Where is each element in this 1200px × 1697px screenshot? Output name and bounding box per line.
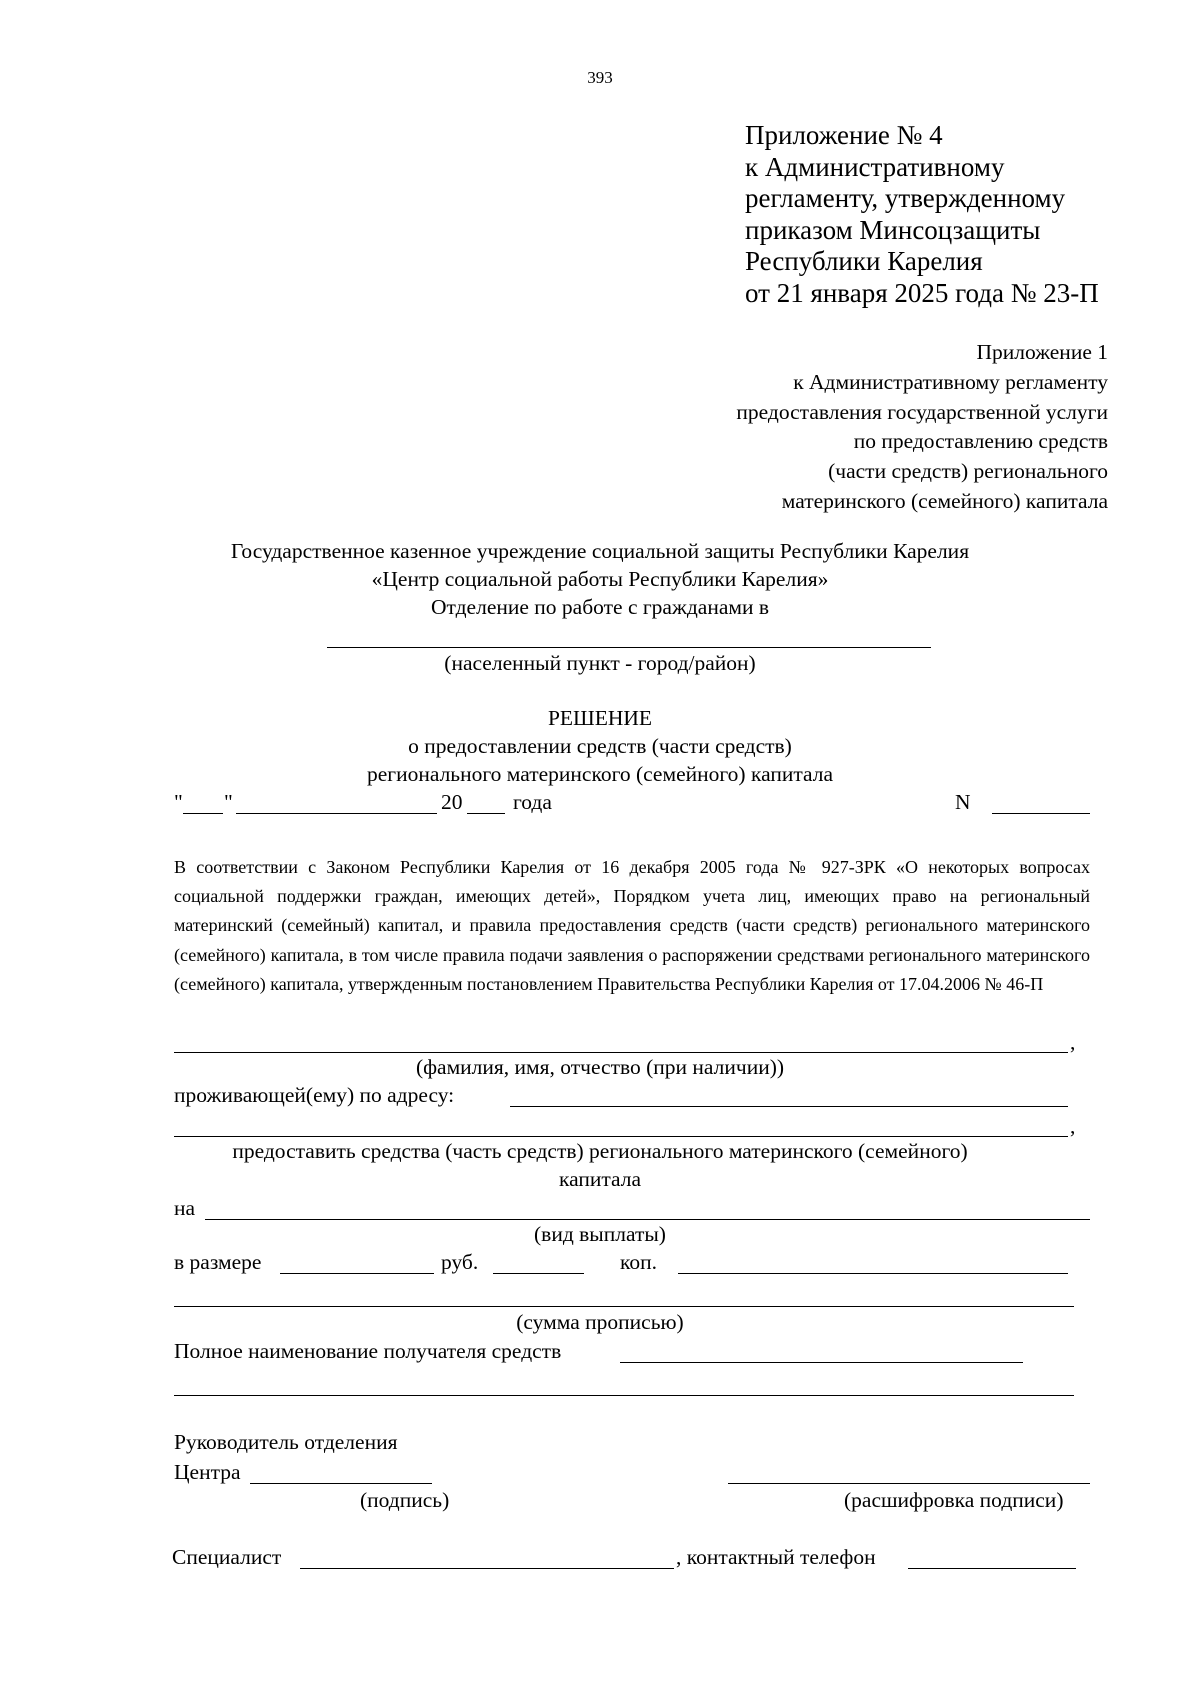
fio-comma: , [1070, 1030, 1076, 1054]
date-day-line [183, 813, 223, 814]
department-label: Отделение по работе с гражданами в [430, 595, 770, 619]
appendix-1-block [736, 338, 1108, 517]
appendix-1-line: материнского (семейного) капитала [781, 488, 1108, 513]
body-paragraph [174, 853, 1090, 999]
specialist-fill-line [300, 1568, 674, 1569]
amount-rub-line [280, 1273, 434, 1274]
center-label: Центра [174, 1460, 241, 1484]
recipient-fill-line-2 [174, 1395, 1074, 1396]
specialist-label: Специалист [172, 1545, 282, 1569]
amount-label: в размере [174, 1250, 262, 1274]
sum-words-caption: (сумма прописью) [516, 1310, 684, 1334]
body-paragraph-text: В соответствии с Законом Республики Карелия от 16 декабря 2005 года № 927-ЗРК «О некоторых вопросах социальной поддержки граждан, имеющих детей», Порядком учета лиц, имеющих право на региональный материнский (семейный) капитал, и правила предоставления средств (части средств) регионального материнского (семейного) капитала, в том числе правила подачи заявления о распоряжении средствами регионального материнского (семейного) капитала, утвержденным постановлением Правительства Республики Карелия от 17.04.2006 № 46-П [174, 857, 1090, 994]
appendix-1-line: Приложение 1 [976, 340, 1108, 364]
page-number: 393 [587, 68, 613, 87]
appendix-4-line: к Административному [745, 151, 1005, 182]
appendix-4-line: регламенту, утвержденному [745, 183, 1066, 213]
provide-line-1: предоставить средства (часть средств) регионального материнского (семейного) [232, 1139, 968, 1163]
payment-type-caption: (вид выплаты) [534, 1222, 666, 1246]
date-year-prefix: 20 [441, 790, 463, 814]
fio-caption: (фамилия, имя, отчество (при наличии)) [415, 1055, 785, 1079]
date-quote-close: " [224, 790, 233, 814]
locality-fill-line [327, 647, 931, 648]
kop-label: коп. [620, 1250, 657, 1274]
rub-label: руб. [441, 1250, 479, 1274]
address-label: проживающей(ему) по адресу: [174, 1083, 455, 1107]
decode-caption: (расшифровка подписи) [844, 1488, 1064, 1512]
recipient-fill-line [620, 1362, 1023, 1363]
appendix-4-line: от 21 января 2025 года № 23-П [745, 277, 1099, 308]
on-label: на [174, 1196, 196, 1220]
org-name-line1: Государственное казенное учреждение социальной защиты Республики Карелия [230, 539, 970, 563]
locality-caption: (населенный пункт - город/район) [444, 651, 756, 675]
appendix-4-line: приказом Минсоцзащиты [745, 214, 1041, 245]
signature-decode-line [728, 1483, 1090, 1484]
amount-kop-line [493, 1273, 584, 1274]
signature-line [250, 1483, 432, 1484]
appendix-4-line: Приложение № 4 [745, 120, 943, 150]
date-quote-open: " [174, 790, 183, 814]
number-label: N [955, 790, 971, 814]
date-month-line [236, 813, 437, 814]
address-comma: , [1070, 1114, 1076, 1138]
head-label: Руководитель отделения [174, 1430, 398, 1454]
decision-subtitle-1: о предоставлении средств (части средств) [408, 734, 792, 758]
number-line [992, 813, 1090, 814]
appendix-1-line: предоставления государственной услуги [736, 399, 1108, 424]
decision-title: РЕШЕНИЕ [547, 706, 653, 730]
address-fill-line [510, 1106, 1068, 1107]
fio-fill-line [174, 1052, 1068, 1053]
amount-extra-line [678, 1273, 1068, 1274]
appendix-4-block [745, 120, 1099, 309]
appendix-1-line: к Административному регламенту [793, 369, 1108, 394]
appendix-4-line: Республики Карелия [745, 246, 983, 276]
payment-type-fill-line [205, 1219, 1090, 1220]
sign-caption: (подпись) [360, 1488, 450, 1512]
recipient-label: Полное наименование получателя средств [174, 1339, 562, 1363]
decision-subtitle-2: регионального материнского (семейного) капитала [366, 762, 834, 786]
date-year-suffix: года [513, 790, 552, 814]
appendix-1-line: (части средств) регионального [828, 459, 1108, 484]
date-year-line [467, 813, 505, 814]
address-fill-line-2 [174, 1136, 1068, 1137]
org-name-line2: «Центр социальной работы Республики Карелия» [371, 567, 829, 591]
phone-label: , контактный телефон [676, 1545, 876, 1569]
sum-words-fill-line [174, 1306, 1074, 1307]
appendix-1-line: по предоставлению средств [853, 429, 1108, 454]
phone-fill-line [908, 1568, 1076, 1569]
provide-line-2: капитала [558, 1167, 642, 1191]
